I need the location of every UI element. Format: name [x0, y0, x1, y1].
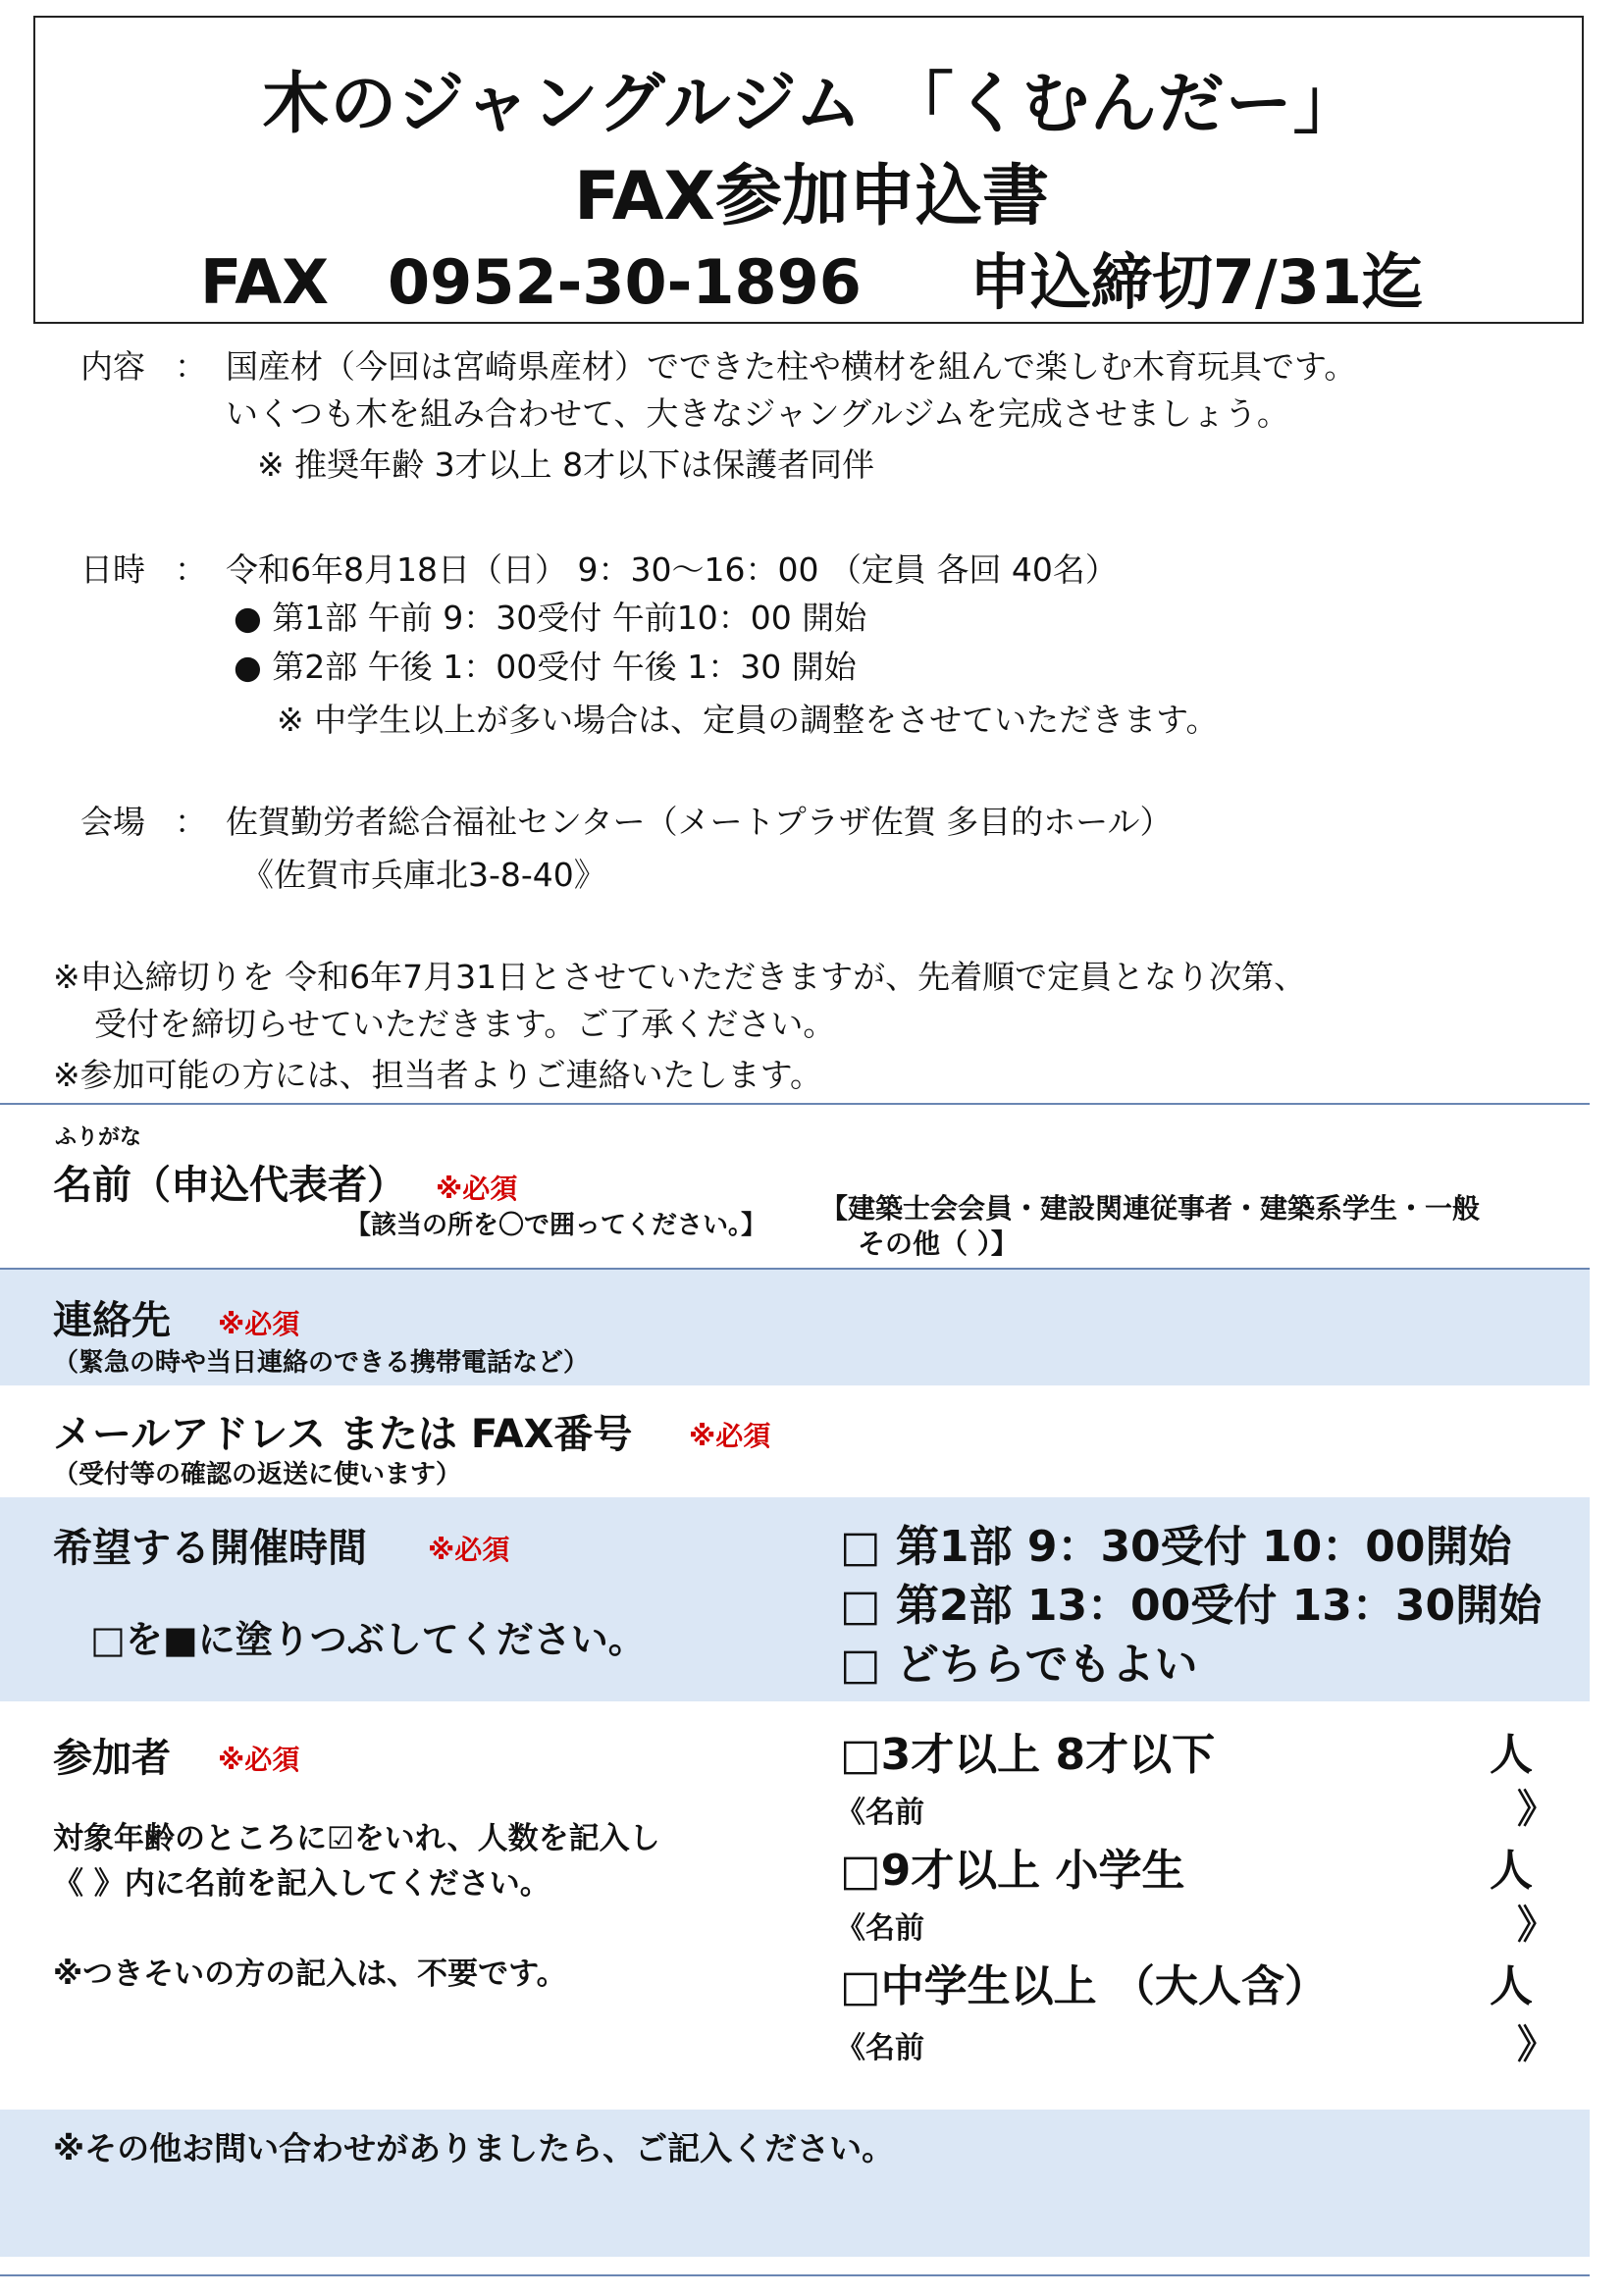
- group-junior-high-name-close: 》: [1517, 2022, 1556, 2067]
- venue-colon: ：: [175, 803, 207, 841]
- group-elementary[interactable]: □9才以上 小学生: [840, 1846, 1185, 1896]
- divider: [0, 2274, 1590, 2276]
- group-age3-8[interactable]: □3才以上 8才以下: [840, 1730, 1216, 1780]
- fax-label: FAX: [200, 246, 330, 318]
- content-line3: ※ 推奨年齢 3才以上 8才以下は保護者同伴: [257, 445, 875, 484]
- contact-note: ※参加可能の方には、担当者よりご連絡いたします。: [53, 1056, 823, 1094]
- furigana-label: ふりがな: [55, 1125, 142, 1150]
- group-elementary-name[interactable]: 《名前: [836, 1911, 924, 1946]
- email-label: メールアドレス または FAX番号: [53, 1412, 633, 1457]
- content-label: 内容: [80, 347, 145, 386]
- deadline: 申込締切7/31迄: [969, 246, 1423, 318]
- content-line1: 国産材（今回は宮崎県産材）でできた柱や横材を組んで楽しむ木育玩具です。: [226, 347, 1357, 386]
- divider: [0, 1268, 1590, 1270]
- group-junior-high-name[interactable]: 《名前: [836, 2031, 924, 2065]
- group-age3-8-unit: 人: [1490, 1730, 1533, 1780]
- session2: ● 第2部 午後 1：00受付 午後 1：30 開始: [234, 648, 857, 686]
- name-required: ※必須: [436, 1173, 518, 1205]
- page-subtitle: FAX参加申込書: [574, 158, 1049, 235]
- time-instruction: □を■に塗りつぶしてください。: [90, 1618, 646, 1661]
- fax-deadline-line: [0, 234, 1623, 321]
- deadline-note-line2: 受付を締切らせていただきます。ご了承ください。: [94, 1005, 836, 1043]
- group-age3-8-name[interactable]: 《名前: [836, 1796, 924, 1830]
- name-instruction: 【該当の所を〇で囲ってください。】: [345, 1211, 767, 1240]
- name-label: 名前（申込代表者）: [53, 1163, 406, 1208]
- inquiry-label: ※その他お問い合わせがありましたら、ご記入ください。: [53, 2129, 895, 2167]
- group-age3-8-name-close: 》: [1517, 1787, 1556, 1832]
- datetime-label: 日時: [80, 550, 145, 589]
- content-line2: いくつも木を組み合わせて、大きなジャングルジムを完成させましょう。: [226, 394, 1289, 433]
- contact-label: 連絡先: [53, 1298, 171, 1343]
- group-elementary-unit: 人: [1490, 1846, 1533, 1896]
- participants-instruction1: 対象年齢のところに☑をいれ、人数を記入し: [53, 1821, 660, 1856]
- venue-address: 《佐賀市兵庫北3-8-40》: [241, 856, 606, 894]
- group-junior-high[interactable]: □中学生以上 （大人含）: [840, 1961, 1328, 2011]
- email-required: ※必須: [689, 1420, 771, 1452]
- escort-note: ※つきそいの方の記入は、不要です。: [53, 1957, 567, 1992]
- time-option-either[interactable]: □ どちらでもよい: [840, 1640, 1198, 1690]
- time-option-session2[interactable]: □ 第2部 13：00受付 13：30開始: [840, 1581, 1543, 1631]
- group-junior-high-unit: 人: [1490, 1961, 1533, 2011]
- time-required: ※必須: [428, 1534, 510, 1566]
- participants-required: ※必須: [218, 1744, 300, 1776]
- category-other: その他（ ）】: [858, 1227, 1019, 1260]
- fax-number: 0952-30-1896: [388, 246, 862, 318]
- time-label: 希望する開催時間: [53, 1526, 367, 1571]
- contact-sub: （緊急の時や当日連絡のできる携帯電話など）: [53, 1348, 590, 1378]
- content-colon: ：: [175, 347, 207, 386]
- venue-line1: 佐賀勤労者総合福祉センター（メートプラザ佐賀 多目的ホール）: [226, 803, 1173, 841]
- deadline-note-line1: ※申込締切りを 令和6年7月31日とさせていただきますが、先着順で定員となり次第、: [53, 958, 1307, 996]
- datetime-line1: 令和6年8月18日（日） 9：30〜16：00 （定員 各回 40名）: [226, 550, 1118, 589]
- category-options: 【建築士会会員・建設関連従事者・建築系学生・一般: [820, 1192, 1481, 1225]
- page-title: 木のジャングルジム 「くむんだー」: [262, 66, 1361, 143]
- time-option-session1[interactable]: □ 第1部 9：30受付 10：00開始: [840, 1522, 1512, 1572]
- contact-required: ※必須: [218, 1308, 300, 1340]
- divider: [0, 1103, 1590, 1105]
- venue-label: 会場: [80, 803, 145, 841]
- participants-instruction2: 《 》内に名前を記入してください。: [53, 1866, 550, 1902]
- email-sub: （受付等の確認の返送に使います）: [53, 1460, 462, 1489]
- session1: ● 第1部 午前 9：30受付 午前10：00 開始: [234, 599, 867, 637]
- group-elementary-name-close: 》: [1517, 1903, 1556, 1948]
- participants-label: 参加者: [53, 1736, 171, 1781]
- capacity-note: ※ 中学生以上が多い場合は、定員の調整をさせていただきます。: [277, 701, 1219, 739]
- datetime-colon: ：: [175, 550, 207, 589]
